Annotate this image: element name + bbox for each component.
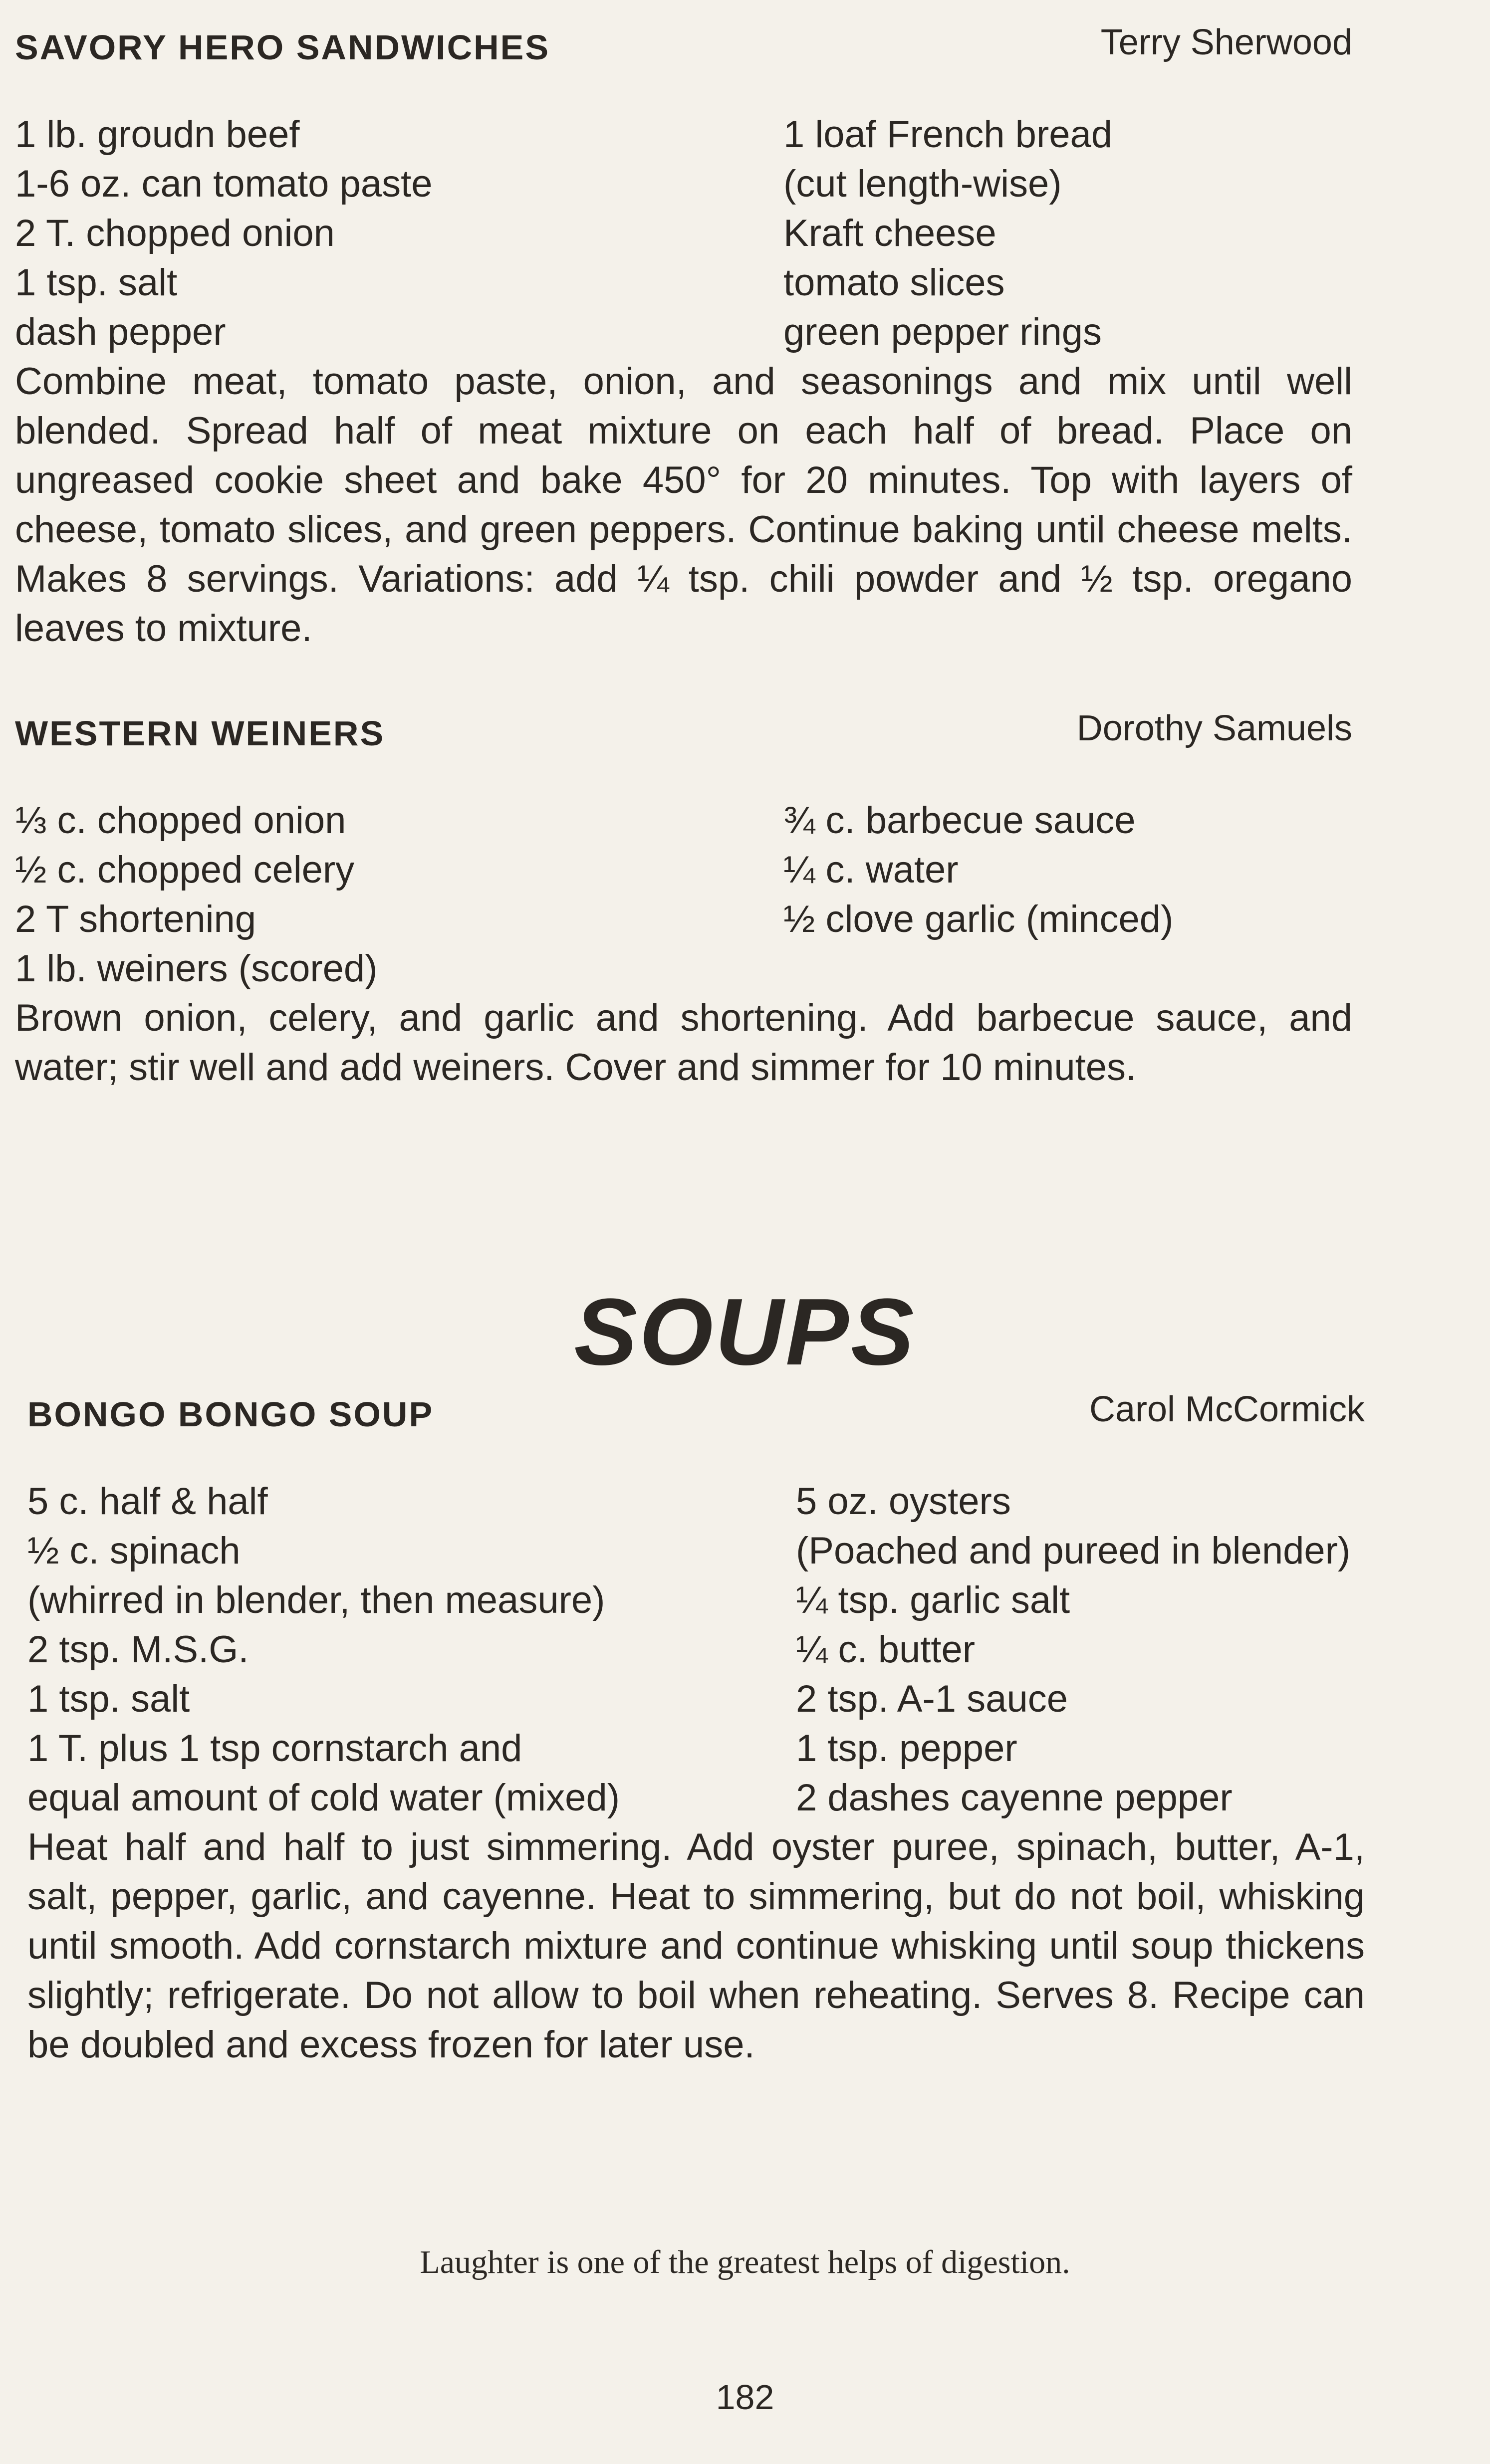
recipe-directions: Combine meat, tomato paste, onion, and seasonings and mix until well blended. Spread half of meat mixture on each half of bread. Place on ungreased cookie sheet and bake 450° for 20 minutes. Top with layers of cheese, tomato slices, and green peppers. Continue baking until cheese melts. Makes 8 servings. Variations: add ¼ tsp. chili powder and ½ tsp. oregano leaves to mixture. xyxy=(15,360,1352,650)
ingredient-item: ½ clove garlic (minced) xyxy=(783,898,1174,940)
recipe-savory-hero-sandwiches xyxy=(15,20,1352,653)
ingredient-item: ¼ tsp. garlic salt xyxy=(796,1579,1070,1621)
ingredient-item: 1 loaf French bread xyxy=(783,113,1113,156)
recipe-directions: Heat half and half to just simmering. Add oyster puree, spinach, butter, A-1, salt, pepper, garlic, and cayenne. Heat to simmering, but do not boil, whisking until smooth. Add cornstarch mixture and continue whisking until soup thickens slightly; refrigerate. Do not allow to boil when reheating. Serves 8. Recipe can be doubled and excess frozen for later use. xyxy=(27,1826,1365,2066)
ingredient-item: ½ c. chopped celery xyxy=(15,849,355,891)
footer-quote: Laughter is one of the greatest helps of digestion. xyxy=(420,2244,1070,2280)
ingredient-item: Kraft cheese xyxy=(783,212,996,254)
ingredient-column-left xyxy=(27,1477,796,1822)
ingredient-item: 2 tsp. A-1 sauce xyxy=(796,1678,1068,1720)
recipe-western-weiners xyxy=(15,706,1352,1092)
ingredient-item: (cut length-wise) xyxy=(783,163,1062,205)
ingredient-item: ¾ c. barbecue sauce xyxy=(783,799,1136,842)
ingredient-column-right xyxy=(783,110,1352,357)
recipe-header xyxy=(15,20,1352,75)
ingredient-item: ¼ c. water xyxy=(783,849,959,891)
ingredient-item: 1-6 oz. can tomato paste xyxy=(15,163,433,205)
ingredient-item: ½ c. spinach xyxy=(27,1530,241,1572)
ingredient-item: 2 dashes cayenne pepper xyxy=(796,1777,1233,1819)
ingredient-item: (Poached and pureed in blender) xyxy=(796,1530,1351,1572)
ingredient-item: 5 c. half & half xyxy=(27,1480,268,1523)
recipe-header xyxy=(27,1387,1365,1442)
ingredient-item: 1 tsp. salt xyxy=(15,261,178,304)
recipe-title: WESTERN WEINERS xyxy=(15,714,385,753)
ingredient-column-left xyxy=(15,796,783,993)
ingredient-item: 2 T shortening xyxy=(15,898,256,940)
recipe-author: Dorothy Samuels xyxy=(1076,708,1352,748)
recipe-title: BONGO BONGO SOUP xyxy=(27,1395,434,1434)
ingredient-item: dash pepper xyxy=(15,311,226,353)
section-heading: SOUPS xyxy=(574,1279,916,1385)
ingredient-item: 1 tsp. salt xyxy=(27,1678,190,1720)
ingredient-item: 5 oz. oysters xyxy=(796,1480,1011,1523)
ingredient-item: tomato slices xyxy=(783,261,1005,304)
ingredient-item: ⅓ c. chopped onion xyxy=(15,799,346,842)
ingredient-item: 2 T. chopped onion xyxy=(15,212,335,254)
ingredient-item: (whirred in blender, then measure) xyxy=(27,1579,605,1621)
ingredient-list xyxy=(27,1477,1365,1822)
ingredient-item: green pepper rings xyxy=(783,311,1102,353)
recipe-directions: Brown onion, celery, and garlic and shortening. Add barbecue sauce, and water; stir well and add weiners. Cover and simmer for 10 minutes. xyxy=(15,997,1352,1089)
recipe-author: Carol McCormick xyxy=(1089,1389,1365,1429)
ingredient-list xyxy=(15,796,1352,993)
ingredient-item: ¼ c. butter xyxy=(796,1628,976,1671)
recipe-author: Terry Sherwood xyxy=(1100,22,1352,62)
ingredient-item: 1 lb. weiners (scored) xyxy=(15,947,378,990)
ingredient-list xyxy=(15,110,1352,357)
page-number: 182 xyxy=(716,2378,774,2417)
ingredient-item: 1 T. plus 1 tsp cornstarch and xyxy=(27,1727,522,1770)
ingredient-item: 2 tsp. M.S.G. xyxy=(27,1628,249,1671)
ingredient-column-right xyxy=(796,1477,1365,1822)
recipe-bongo-bongo-soup xyxy=(27,1387,1365,2069)
ingredient-column-right xyxy=(783,796,1352,993)
ingredient-item: 1 tsp. pepper xyxy=(796,1727,1017,1770)
ingredient-column-left xyxy=(15,110,783,357)
ingredient-item: equal amount of cold water (mixed) xyxy=(27,1777,620,1819)
recipe-title: SAVORY HERO SANDWICHES xyxy=(15,28,550,67)
recipe-header xyxy=(15,706,1352,761)
ingredient-item: 1 lb. groudn beef xyxy=(15,113,300,156)
